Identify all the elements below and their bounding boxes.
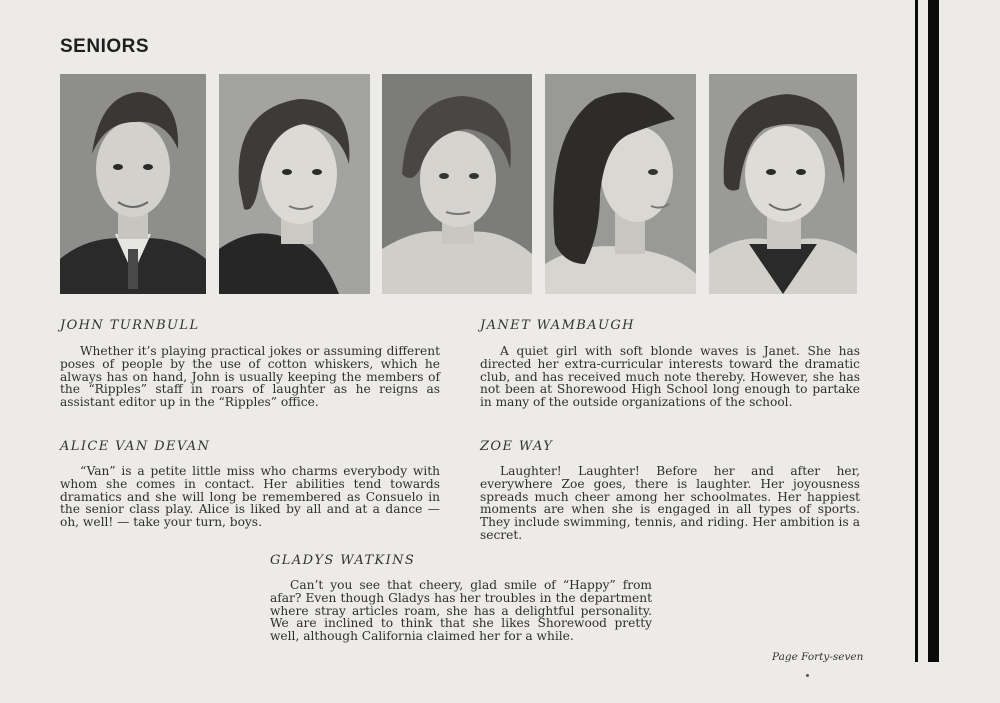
senior-name-janet-wambaugh: JANET WAMBAUGH xyxy=(480,318,635,333)
senior-name-alice-van-devan: ALICE VAN DEVAN xyxy=(60,439,211,454)
portrait-gladys-watkins xyxy=(709,74,857,294)
portrait-janet-wambaugh xyxy=(382,74,532,294)
senior-name-gladys-watkins: GLADYS WATKINS xyxy=(270,553,416,568)
binding-stripe-thin xyxy=(915,0,918,662)
page-number: Page Forty-seven xyxy=(772,651,864,663)
binding-stripe-thick xyxy=(928,0,939,662)
senior-bio-janet-wambaugh: A quiet girl with soft blonde waves is Janet. She has directed her extra-curricular interests toward the dramatic club, and has received much note thereby. However, she has not been at Shorewood High School long enough to partake in many of the outside organizations of the school. xyxy=(480,344,860,410)
senior-bio-alice-van-devan: “Van” is a petite little miss who charms everybody with whom she comes in contact. Her abilities tend towards dramatics and she will long be remembered as Consuelo in the senior class play. Alice is liked by all and at a dance — oh, well! — take your turn, boys. xyxy=(60,464,440,530)
print-speck xyxy=(806,674,809,677)
senior-bio-john-turnbull: Whether it’s playing practical jokes or assuming different poses of people by the use of cotton whiskers, which he always has on hand, John is usually keeping the members of the “Ripples” staff in roars of laughter as he reigns as assistant editor up in the “Ripples” office. xyxy=(60,344,440,410)
portrait-john-turnbull xyxy=(60,74,206,294)
senior-name-john-turnbull: JOHN TURNBULL xyxy=(60,318,200,333)
portrait-alice-van-devan xyxy=(219,74,370,294)
portrait-zoe-way xyxy=(545,74,696,294)
senior-bio-zoe-way: Laughter! Laughter! Before her and after her, everywhere Zoe goes, there is laughter. Her joyousness spreads much cheer among her schoolmates. Her happiest moments are when she is engaged in all types of sports. They include swimming, tennis, and riding. Her ambition is a secret. xyxy=(480,464,860,542)
senior-name-zoe-way: ZOE WAY xyxy=(480,439,554,454)
page-heading: SENIORS xyxy=(60,36,150,57)
senior-bio-gladys-watkins: Can’t you see that cheery, glad smile of “Happy” from afar? Even though Gladys has her troubles in the department where stray articles roam, she has a delightful personality. We are inclined to think that she likes Shorewood pretty well, although California claimed her for a while. xyxy=(270,578,652,644)
